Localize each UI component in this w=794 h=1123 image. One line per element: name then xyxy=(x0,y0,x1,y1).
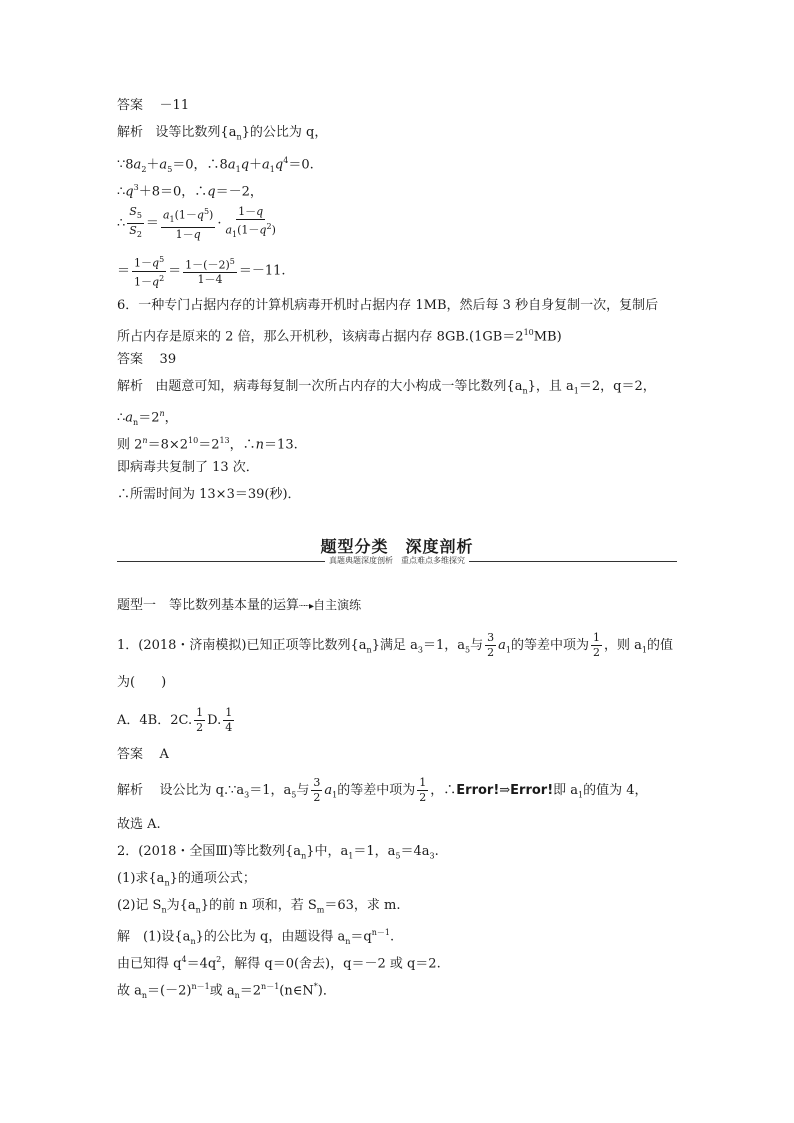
section-title: 题型分类 深度剖析 xyxy=(320,537,474,556)
math-line-2: $\therefore q^3+8=0$，∴q＝－2， xyxy=(117,183,263,200)
math-line-4: ＝ $\frac{1-q^5}{1-q^2}$ ＝ $\frac{1-(-2)^5}{1-4}$ ＝－11. xyxy=(117,255,286,289)
q2-solution-line3: 故 $a_n=(-2)^{n-1}$或 $a_n=2^{n-1}(n\in N^*)$． xyxy=(117,982,336,1000)
problem6-line-d: ∴所需时间为 13×3＝39(秒)． xyxy=(117,487,301,502)
error-text: Error! xyxy=(456,783,500,798)
math-line-3: ∴ $\frac{S_5}{S_2}$ ＝ $\frac{a_1(1-q^5)}{1-q}$ · $\frac{1-q}{a_1(1-q^2)}$ xyxy=(117,205,276,242)
q2-solution-line2: 由已知得 $q^4=4q^2$，解得 q＝0(舍去)，q＝－2 或 q＝2. xyxy=(117,955,441,972)
section-subtitle: 真题典题深度剖析 重点难点多维探究 xyxy=(0,555,794,566)
q2-part1: (1)求$\{a_n\}$的通项公式； xyxy=(117,871,256,888)
answer-value: －11 xyxy=(159,98,190,113)
error-text: Error! xyxy=(510,783,554,798)
q1-analysis-line2: 故选 A. xyxy=(117,817,161,832)
q2-stem: 2．(2018・全国Ⅲ)等比数列$\{a_n\}$中，$a_1=1$，$a_5=4a_3$. xyxy=(117,844,439,861)
q1-answer: 答案 A xyxy=(117,747,169,762)
type-heading: 题型一 等比数列基本量的运算┈┈▸自主演练 xyxy=(117,598,362,613)
q1-analysis: 解析 设公比为 $q.\because a_3=1$，$a_5$与 $\frac{3}{2}$ $a_1$的等差中项为 $\frac{1}{2}$ ，∴Error!⇒Error!即 $a_1$的值为 4， xyxy=(117,776,648,804)
q1-options: A．4B．2C. $\frac{1}{2}$ D. $\frac{1}{4}$ xyxy=(117,706,233,734)
answer-label: 答案 xyxy=(117,98,144,113)
math-line-1: $\because 8a_2+a_5=0$，$\therefore 8a_1q+a_1q^4=0$. xyxy=(117,156,314,174)
analysis-line-top: 解析 设等比数列$\{a_n\}$的公比为 q， xyxy=(117,125,328,142)
problem6-analysis: 解析 由题意可知，病毒每复制一次所占内存的大小构成一等比数列$\{a_n\}$，且 $a_1=2$，q＝2， xyxy=(117,379,656,396)
problem6-line1: 6．一种专门占据内存的计算机病毒开机时占据内存 1MB，然后每 3 秒自身复制一次，复制后 xyxy=(117,298,659,313)
analysis-label: 解析 xyxy=(117,125,144,140)
problem6-line-a: $\therefore a_n=2^n$， xyxy=(117,409,178,427)
problem6-answer: 答案 39 xyxy=(117,352,177,367)
answer-line-top xyxy=(117,97,189,115)
problem6-line-c: 即病毒共复制了 13 次． xyxy=(117,460,259,475)
q1-stem-line2: 为( ) xyxy=(117,675,167,690)
problem6-line-b: 则 $2^n=8\times 2^{10}=2^{13}$，∴n＝13. xyxy=(117,436,298,453)
q2-solution: 解 (1)设$\{a_n\}$的公比为 q，由题设得 $a_n=q^{n-1}$. xyxy=(117,928,395,946)
arrow-icon: ┈┈▸ xyxy=(299,601,314,612)
problem6-line2: 所占内存是原来的 2 倍，那么开机秒，该病毒占据内存 $8GB.(1GB=2^{10}MB)$ xyxy=(117,328,562,345)
q1-stem: 1．(2018・济南模拟)已知正项等比数列$\{a_n\}$满足 $a_3=1$，$a_5$与 $\frac{3}{2}$ $a_1$的等差中项为 $\frac{1}{2}$ ，则 $a_1$的值 xyxy=(117,631,673,659)
q2-part2: (2)记 $S_n$为$\{a_n\}$的前 n 项和，若 $S_m=63$，求 m. xyxy=(117,898,401,915)
